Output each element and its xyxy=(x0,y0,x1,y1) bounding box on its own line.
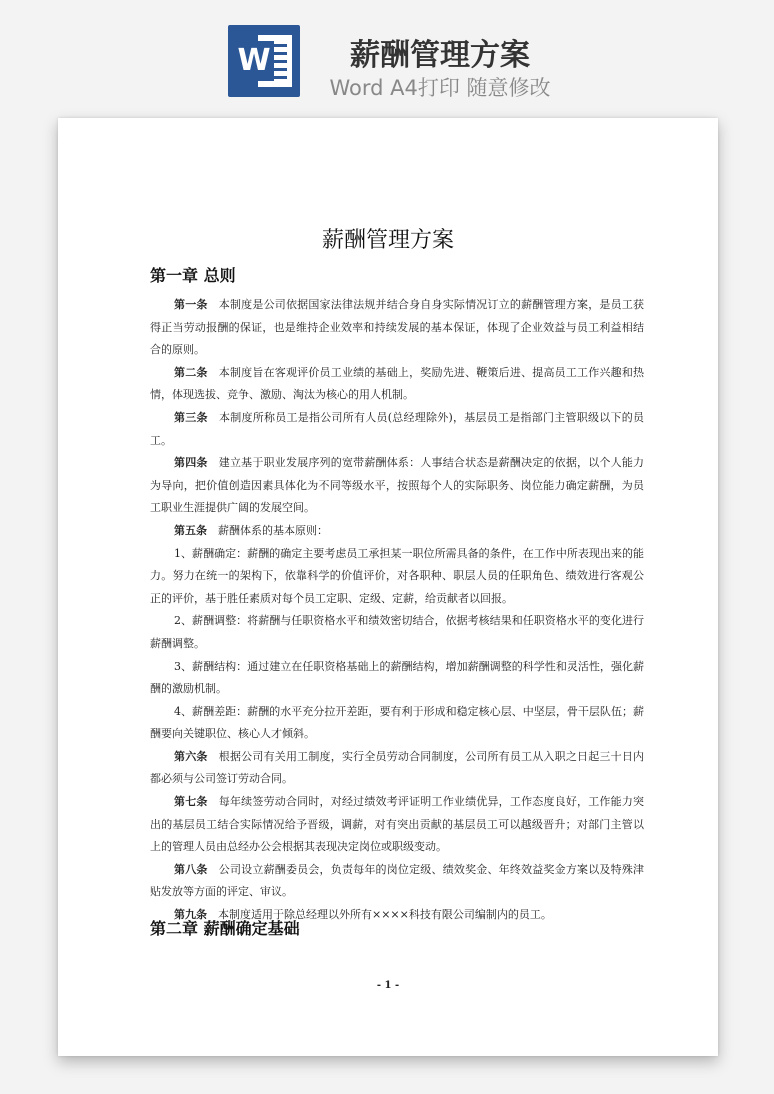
word-icon xyxy=(228,25,300,97)
document-body xyxy=(150,294,644,927)
article-2: 第二条 本制度旨在客观评价员工业绩的基础上，奖励先进、鞭策后进、提高员工工作兴趣和热情，体现选拔、竞争、激励、淘汰为核心的用人机制。 xyxy=(150,365,645,402)
page-number: - 1 - xyxy=(376,980,400,991)
article-9: 第九条 本制度适用于除总经理以外所有××××科技有限公司编制内的员工。 xyxy=(174,908,552,922)
chapter-heading-1: 第一章 总则 xyxy=(150,266,236,285)
banner-subtitle: Word A4打印 随意修改 xyxy=(329,76,551,100)
article-6: 第六条 根据公司有关用工制度，实行全员劳动合同制度，公司所有员工从入职之日起三十日内都必须与公司签订劳动合同。 xyxy=(150,749,645,786)
chapter-heading-2: 第二章 薪酬确定基础 xyxy=(150,919,300,938)
principle-4: 4、薪酬差距：薪酬的水平充分拉开差距，要有利于形成和稳定核心层、中坚层，骨干层队伍；薪酬要向关键职位、核心人才倾斜。 xyxy=(150,704,644,741)
document-title: 薪酬管理方案 xyxy=(321,228,454,253)
principle-2: 2、薪酬调整：将薪酬与任职资格水平和绩效密切结合，依据考核结果和任职资格水平的变化进行薪酬调整。 xyxy=(150,614,644,650)
principle-3: 3、薪酬结构：通过建立在任职资格基础上的薪酬结构，增加薪酬调整的科学性和灵活性，强化薪酬的激励机制。 xyxy=(150,659,644,696)
article-5: 第五条 薪酬体系的基本原则： xyxy=(174,523,328,537)
article-8: 第八条 公司设立薪酬委员会，负责每年的岗位定级、绩效奖金、年终效益奖金方案以及特殊津贴发放等方面的评定、审议。 xyxy=(150,862,645,899)
document-page xyxy=(58,118,718,1056)
word-letter: W xyxy=(234,41,274,81)
banner xyxy=(0,0,774,118)
banner-title: 薪酬管理方案 xyxy=(350,38,530,73)
article-7: 第七条 每年续签劳动合同时，对经过绩效考评证明工作业绩优异，工作态度良好，工作能力突出的基层员工结合实际情况给予晋级，调薪，对有突出贡献的基层员工可以越级晋升；对部门主管以上的管理人员由总经办公会根据其表现决定岗位或职级变动。 xyxy=(150,795,645,854)
article-4: 第四条 建立基于职业发展序列的宽带薪酬体系：人事结合状态是薪酬决定的依据，以个人能力为导向，把价值创造因素具体化为不同等级水平，按照每个人的实际职务、岗位能力确定薪酬，为员工职业生涯提供广阔的发展空间。 xyxy=(150,456,645,515)
article-3: 第三条 本制度所称员工是指公司所有人员(总经理除外)，基层员工是指部门主管职级以下的员工。 xyxy=(150,410,644,447)
principle-1: 1、薪酬确定：薪酬的确定主要考虑员工承担某一职位所需具备的条件，在工作中所表现出来的能力。努力在统一的架构下，依靠科学的价值评价，对各职种、职层人员的任职角色、绩效进行客观公正的评价，基于胜任素质对每个员工定职、定级、定薪，给贡献者以回报。 xyxy=(150,546,644,605)
article-1: 第一条 本制度是公司依据国家法律法规并结合身自身实际情况订立的薪酬管理方案，是员工获得正当劳动报酬的保证，也是维持企业效率和持续发展的基本保证，体现了企业效益与员工利益相结合的原则。 xyxy=(150,298,645,357)
